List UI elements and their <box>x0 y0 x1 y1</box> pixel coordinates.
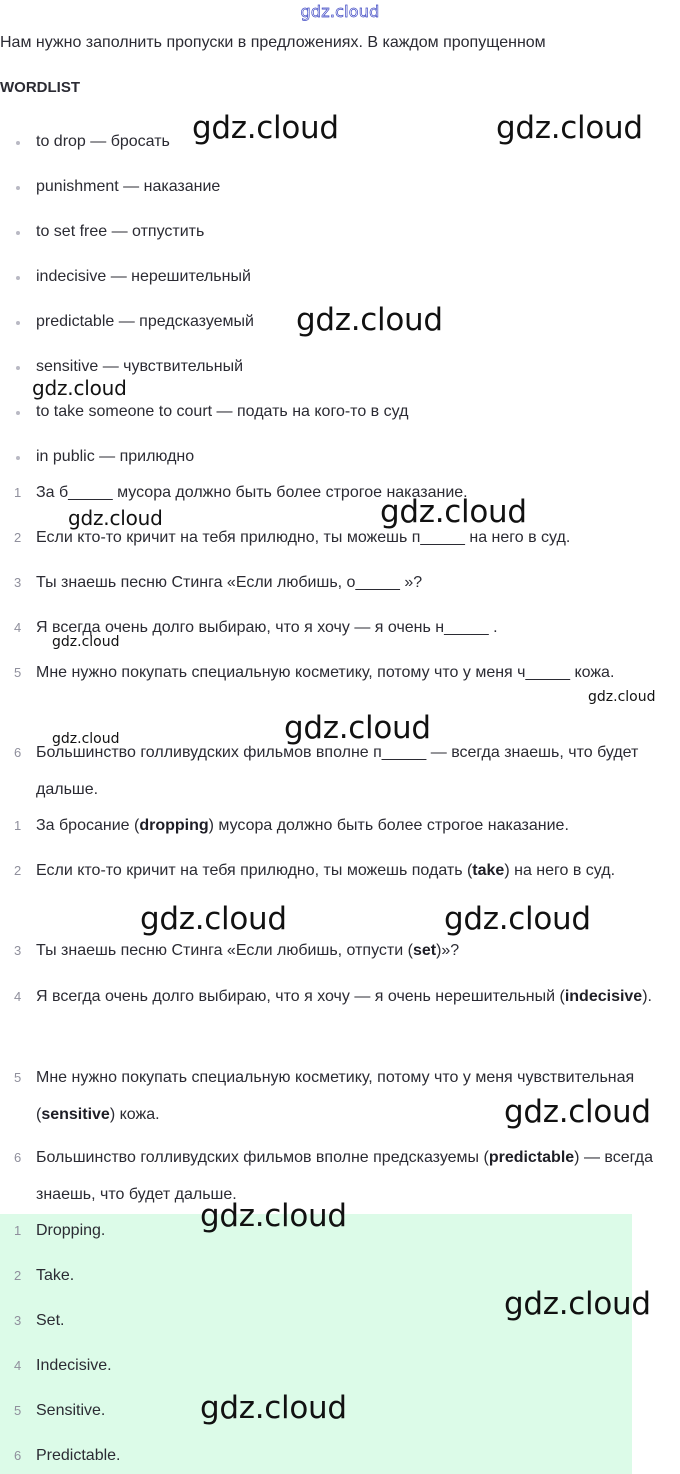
intro-text: Нам нужно заполнить пропуски в предложениях. В каждом пропущенном <box>0 34 546 51</box>
site-logo[interactable]: gdz.cloud <box>300 2 380 21</box>
wordlist-heading: WORDLIST <box>0 79 80 96</box>
watermark: gdz.cloud <box>504 1286 651 1322</box>
answer-word: take <box>472 862 505 879</box>
bullet-dot-icon <box>16 321 20 325</box>
watermark: gdz.cloud <box>296 302 443 338</box>
bullet-dot-icon <box>16 231 20 235</box>
watermark: gdz.cloud <box>588 689 656 705</box>
watermark: gdz.cloud <box>504 1094 651 1130</box>
watermark: gdz.cloud <box>32 376 127 400</box>
watermark: gdz.cloud <box>140 901 287 937</box>
bullet-dot-icon <box>16 186 20 190</box>
answers-box <box>0 1214 632 1474</box>
bullet-dot-icon <box>16 456 20 460</box>
answer-word: indecisive <box>564 988 643 1005</box>
answer-word: sensitive <box>41 1106 110 1123</box>
watermark: gdz.cloud <box>52 634 120 650</box>
watermark: gdz.cloud <box>444 901 591 937</box>
watermark: gdz.cloud <box>284 710 431 746</box>
bullet-dot-icon <box>16 411 20 415</box>
bullet-dot-icon <box>16 276 20 280</box>
watermark: gdz.cloud <box>380 494 527 530</box>
bullet-dot-icon <box>16 141 20 145</box>
watermark: gdz.cloud <box>200 1198 347 1234</box>
watermark: gdz.cloud <box>496 110 643 146</box>
answer-word: set <box>412 942 437 959</box>
answer-word: dropping <box>139 817 209 834</box>
watermark: gdz.cloud <box>68 506 163 530</box>
watermark: gdz.cloud <box>52 731 120 747</box>
watermark: gdz.cloud <box>200 1390 347 1426</box>
answer-word: predictable <box>488 1149 575 1166</box>
watermark: gdz.cloud <box>192 110 339 146</box>
bullet-dot-icon <box>16 366 20 370</box>
